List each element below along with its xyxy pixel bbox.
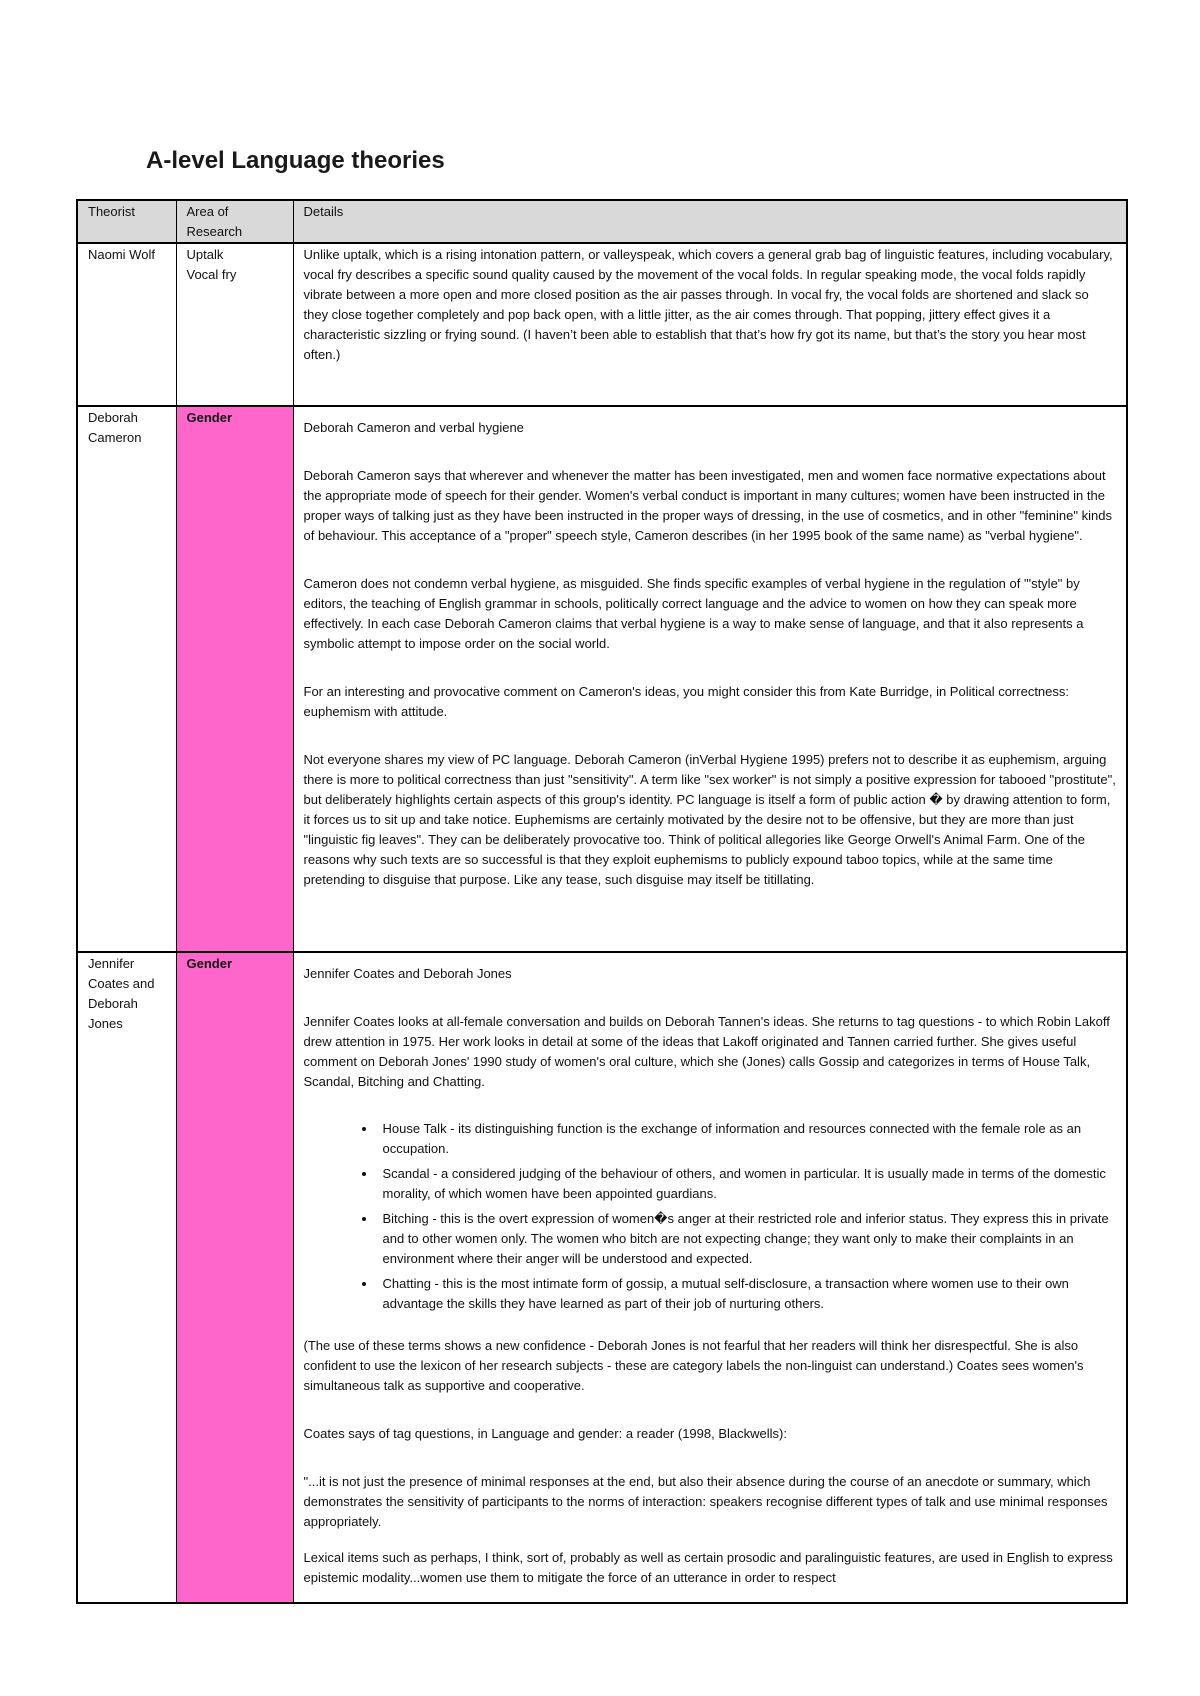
theories-table	[76, 199, 1128, 1604]
table-row	[77, 406, 1127, 952]
details-heading: Jennifer Coates and Deborah Jones	[303, 966, 512, 981]
details-cell	[293, 406, 1127, 952]
details-paragraph: For an interesting and provocative comment on Cameron's ideas, you might consider this from Kate Burridge, in Political correctness: euphemism with attitude.	[303, 684, 1070, 719]
details-cell	[293, 243, 1127, 406]
details-paragraph: Lexical items such as perhaps, I think, sort of, probably as well as certain prosodic and paralinguistic features, are used in English to express epistemic modality...women use them to mitigate the force of an utterance in order to respect	[303, 1550, 1113, 1585]
details-cell	[293, 952, 1127, 1603]
details-paragraph: Jennifer Coates looks at all-female conversation and builds on Deborah Tannen's ideas. She returns to tag questions - to which Robin Lakoff drew attention in 1975. Her work looks in detail at some of the ideas that Lakoff originated and Tannen carried further. She gives useful comment on Deborah Jones' 1990 study of women's oral culture, which she (Jones) calls Gossip and categorizes in terms of House Talk, Scandal, Bitching and Chatting.	[303, 1014, 1110, 1089]
gossip-category-list	[304, 1118, 1117, 1314]
list-item: • Chatting - this is the most intimate form of gossip, a mutual self-disclosure, a transaction where women use to their own advantage the skills they have learned as part of their job of nurturing others.	[377, 1273, 1117, 1314]
details-paragraph: Deborah Cameron says that wherever and whenever the matter has been investigated, men and women face normative expectations about the appropriate mode of speech for their gender. Women's verbal conduct is important in many cultures; women have been instructed in the proper ways of talking just as they have been instructed in the proper ways of dressing, in the use of cosmetics, and in other "feminine" kinds of behaviour. This acceptance of a "proper" speech style, Cameron describes (in her 1995 book of the same name) as "verbal hygiene".	[303, 468, 1112, 543]
area-line: Vocal fry	[186, 267, 237, 282]
list-item: • House Talk - its distinguishing function is the exchange of information and resources connected with the female role as an occupation.	[377, 1118, 1117, 1159]
header-theorist: Theorist	[77, 200, 176, 243]
details-paragraph: Cameron does not condemn verbal hygiene, as misguided. She finds specific examples of verbal hygiene in the regulation of "'style" by editors, the teaching of English grammar in schools, politically correct language and the advice to women on how they can speak more effectively. In each case Deborah Cameron claims that verbal hygiene is a way to make sense of language, and that it also represents a symbolic attempt to impose order on the social world.	[303, 576, 1084, 651]
header-area: Area of Research	[176, 200, 293, 243]
list-item: • Scandal - a considered judging of the behaviour of others, and women in particular. It is usually made in terms of the domestic morality, of which women have been appointed guardians.	[377, 1163, 1117, 1204]
area-cell-gender	[176, 406, 293, 952]
table-row	[77, 952, 1127, 1603]
table-row	[77, 243, 1127, 406]
area-label: Gender	[186, 956, 233, 971]
details-heading: Deborah Cameron and verbal hygiene	[303, 420, 524, 435]
area-cell-gender	[176, 952, 293, 1603]
theorist-cell: Jennifer Coates and Deborah Jones	[77, 952, 176, 1603]
details-paragraph: Not everyone shares my view of PC language. Deborah Cameron (inVerbal Hygiene 1995) prefers not to describe it as euphemism, arguing there is more to political correctness than just "sensitivity". A term like "sex worker" is not simply a positive expression for tabooed "prostitute", but deliberately highlights certain aspects of this group's identity. PC language is itself a form of public action � by drawing attention to form, it forces us to sit up and take notice. Euphemisms are certainly motivated by the desire not to be offensive, but they are more than just "linguistic fig leaves". They can be deliberately provocative too. Think of political allegories like George Orwell's Animal Farm. One of the reasons why such texts are so successful is that they exploit euphemisms to publicly expound taboo topics, while at the same time pretending to disguise that purpose. Like any tease, such disguise may itself be titillating.	[303, 752, 1116, 887]
details-paragraph: Coates says of tag questions, in Language and gender: a reader (1998, Blackwells):	[303, 1426, 787, 1441]
theorist-cell: Naomi Wolf	[77, 243, 176, 406]
details-quote: "...it is not just the presence of minimal responses at the end, but also their absence during the course of an anecdote or summary, which demonstrates the sensitivity of participants to the norms of interaction: speakers recognise different types of talk and use minimal responses appropriately.	[303, 1474, 1108, 1529]
details-paragraph: (The use of these terms shows a new confidence - Deborah Jones is not fearful that her readers will think her disrespectful. She is also confident to use the lexicon of her research subjects - these are category labels the non-linguist can understand.) Coates sees women's simultaneous talk as supportive and cooperative.	[303, 1338, 1084, 1393]
area-cell	[176, 243, 293, 406]
details-paragraph: Unlike uptalk, which is a rising intonation pattern, or valleyspeak, which covers a general grab bag of linguistic features, including vocabulary, vocal fry describes a specific sound quality caused by the movement of the vocal folds. In regular speaking mode, the vocal folds rapidly vibrate between a more open and more closed position as the air passes through. In vocal fry, the vocal folds are shortened and slack so they close together completely and pop back open, with a little jitter, as the air comes through. That popping, jittery effect gives it a characteristic sizzling or frying sound. (I haven’t been able to establish that that’s how fry got its name, but that’s the story you hear most often.)	[303, 247, 1113, 362]
area-line: Uptalk	[186, 247, 224, 262]
area-label: Gender	[186, 410, 233, 425]
table-header-row	[77, 200, 1127, 243]
page-title: A-level Language theories	[146, 147, 445, 174]
theorist-cell: Deborah Cameron	[77, 406, 176, 952]
list-item: • Bitching - this is the overt expression of women�s anger at their restricted role and inferior status. They express this in private and to other women only. The women who bitch are not expecting change; they want only to make their complaints in an environment where their anger will be understood and expected.	[377, 1208, 1117, 1269]
header-details: Details	[293, 200, 1127, 243]
